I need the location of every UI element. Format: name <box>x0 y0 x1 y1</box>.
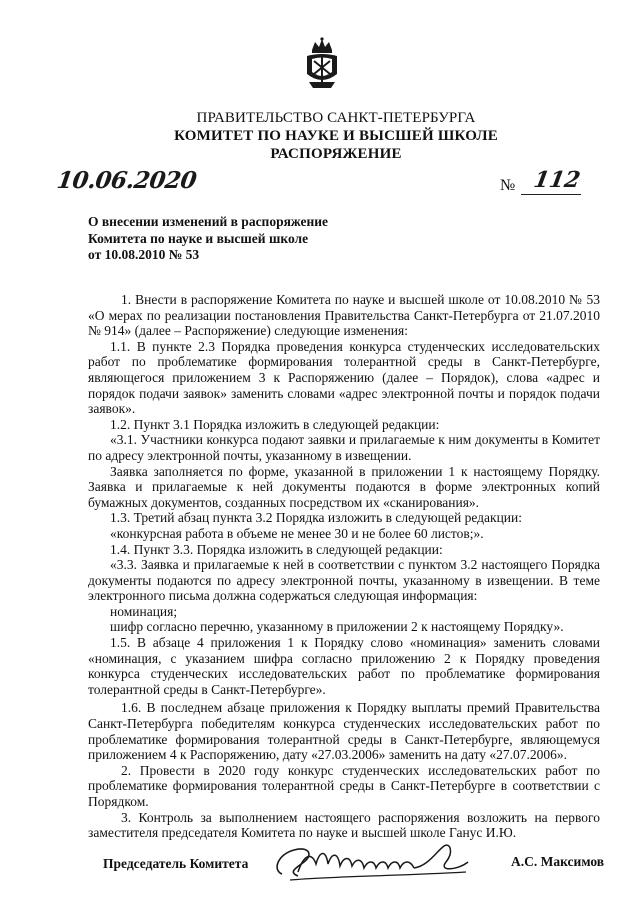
committee-title: КОМИТЕТ ПО НАУКЕ И ВЫСШЕЙ ШКОЛЕ <box>174 128 498 144</box>
subject-line: Комитета по науке и высшей школе <box>88 230 309 246</box>
paragraph-1-4: 1.4. Пункт 3.3. Порядка изложить в следующей редакции: <box>110 541 443 557</box>
signatory-title: Председатель Комитета <box>103 856 249 871</box>
subject-line: от 10.08.2010 № 53 <box>88 247 200 262</box>
paragraph-1-5: 1.5. В абзаце 4 приложения 1 к Порядку слово «номинация» заменить словами «номинация, с указанием шифра согласно приложению 2 к Порядку проведения конкурса студенческих исследовательских работ по проблематике формирования толерантной среды в Санкт-Петербурге». <box>88 635 600 697</box>
subject-line: О внесении изменений в распоряжение <box>88 214 329 229</box>
handwritten-signature-icon <box>268 832 498 890</box>
paragraph-1-1: 1.1. В пункте 2.3 Порядка проведения конкурса студенческих исследовательских работ по проблематике формирования толерантной среды в Санкт-Петербурге, являющегося приложением 3 к Распоряжению (далее – Порядок), слова «адрес и порядок подачи заявок» заменить словами «адрес электронной почты и порядок подачи заявок». <box>88 338 600 417</box>
paragraph-1-6: 1.6. В последнем абзаце приложения к Порядку выплаты премий Правительства Санкт-Петербурга победителям конкурса студенческих исследовательских работ по проблематике формирования толерантной среды в Санкт-Петербурге, являющемуся приложением 4 к Распоряжению, дату «27.03.2006» заменить на дату «27.07.2006». <box>88 700 600 763</box>
paragraph-application-form: Заявка заполняется по форме, указанной в приложении 1 к настоящему Порядку. Заявка и прилагаемые к ней документы подаются в форме электронных копий бумажных документов, созданных посредством их «сканирования». <box>88 463 600 510</box>
paragraph-1-2: 1.2. Пункт 3.1 Порядка изложить в следующей редакции: <box>110 416 440 432</box>
paragraph-nomination: номинация; <box>110 603 178 619</box>
signatory-name: А.С. Максимов <box>511 854 605 869</box>
document-date: 10.06.2020 <box>55 167 198 194</box>
paragraph-1-3: 1.3. Третий абзац пункта 3.2 Порядка изложить в следующей редакции: <box>110 510 523 526</box>
paragraph-2: 2. Провести в 2020 году конкурс студенческих исследовательских работ по проблематике формирования толерантной среды в Санкт-Петербурге в соответствии с Порядком. <box>88 762 600 809</box>
number-label: № <box>500 177 516 194</box>
document-subject <box>88 214 388 264</box>
paragraph-cipher: шифр согласно перечню, указанному в приложении 2 к настоящему Порядку». <box>110 619 564 635</box>
number-underline <box>521 194 581 195</box>
paragraph-3: 3. Контроль за выполнением настоящего распоряжения возложить на первого заместителя председателя Комитета по науке и высшей школе Ганус И.Ю. <box>88 809 600 841</box>
paragraph-1: 1. Внести в распоряжение Комитета по науке и высшей школе от 10.08.2010 № 53 «О мерах по реализации постановления Правительства Санкт-Петербурга от 21.07.2010 № 914» (далее – Распоряжение) следующие изменения: <box>88 292 600 339</box>
document-type-title: РАСПОРЯЖЕНИЕ <box>270 146 402 162</box>
paragraph-volume-quote: «конкурсная работа в объеме не менее 30 и не более 60 листов;». <box>110 525 484 541</box>
document-number: 112 <box>531 167 583 193</box>
coat-of-arms-icon <box>303 36 341 90</box>
document-body <box>88 292 600 841</box>
government-title: ПРАВИТЕЛЬСТВО САНКТ-ПЕТЕРБУРГА <box>196 110 476 126</box>
paragraph-3-1-quote: «3.1. Участники конкурса подают заявки и прилагаемые к ним документы в Комитет по адресу электронной почты, указанному в извещении. <box>88 432 600 463</box>
paragraph-3-3-quote: «3.3. Заявка и прилагаемые к ней в соответствии с пунктом 3.2 настоящего Порядка документы подаются по адресу электронной почты, указанному в извещении. В теме электронного письма должна содержаться следующая информация: <box>88 557 600 604</box>
